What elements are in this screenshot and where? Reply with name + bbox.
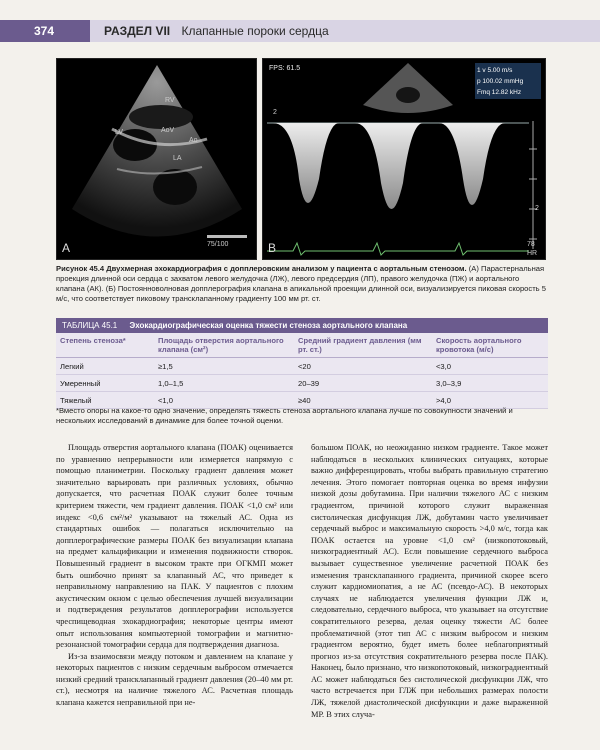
scale-label: 75/100 [207, 241, 229, 248]
echo-image-panel-a [56, 58, 257, 260]
severity-table [56, 318, 548, 409]
table-title: Эхокардиографическая оценка тяжести стеноза аортального клапана [129, 321, 408, 330]
table-row [56, 375, 548, 392]
metric-frequency: Fmq 12.82 kHz [477, 89, 522, 96]
table-title-bar [56, 318, 548, 333]
table-cell: 1,0–1,5 [154, 375, 294, 392]
caption-text: (А) Парастернальная проекция длинной оси сердца с захватом левого желудочка (ЛЖ), левого предсердия (ЛП), правого желудочка (ПЖ) и аортального клапана (АК). (Б) Постоянноволновая допплерография клапана в апикальной проекции длинной оси, визуализируется пиковая скорость 5 м/с, что соответствует пиковому трансклапанному градиенту 100 мм рт. ст. [56, 264, 546, 304]
label-la: LA [173, 155, 182, 162]
table-number: ТАБЛИЦА 45.1 [62, 321, 118, 330]
table-cell: ≥1,5 [154, 358, 294, 375]
label-lv: LV [115, 129, 124, 136]
doppler-metrics-box [477, 65, 541, 98]
scale-top-label: 2 [273, 109, 277, 116]
label-ao: Ao [189, 137, 198, 144]
panel-letter-b: B [268, 241, 277, 255]
table-header-cell: Средний градиент давления (мм рт. ст.) [294, 333, 432, 358]
table-cell: <20 [294, 358, 432, 375]
table-grid [56, 333, 548, 409]
table-header-cell: Скорость аортального кровотока (м/с) [432, 333, 548, 358]
paragraph: большом ПОАК, но неожиданно низком градиенте. Такое может наблюдаться в нескольких клинических ситуациях, которые важно дифференцировать, чтобы выбрать правильную стратегию лечения. Этого помогает повторная оценка во время инфузии низкой дозы добутамина. При наличии тяжелого АС с низким градиентом, причиной которого служит выраженная систолическая дисфункция ЛЖ, добутамин часто увеличивает сердечный выброс и максимальную скорость >4,0 м/с, тогда как ПОАК остается на уровне <1,0 см² (низкопотоковый, низкоградиентный АС). Если повышение сердечного выброса вызывает существенное увеличение расчетной ПОАК без изменения трансклапанного градиента, причиной скорее всего служит кардиомиопатия, а не АС (псевдо-АС). В некоторых случаях не наблюдается увеличения функции ЛЖ и, следовательно, сердечного выброса, что указывает на отсутствие сократительного резерва, делая оценку тяжести АС более проблематичной (этот тип АС с низким выбросом и низким градиентом вероятно, будет иметь более неблагоприятный прогноз из-за отсутствия сократительного резерва после ПАК). Наконец, было признано, что низкопотоковый, низкоградиентный АС может наблюдаться без систолической дисфункции ЛЖ, что часто встречается при ГЛЖ при небольших размерах полости ЛЖ, тяжелой диастолической дисфункции и даже выраженной МР. В этих случа- [311, 443, 548, 719]
table-cell: <3,0 [432, 358, 548, 375]
metric-velocity: 1 v 5.00 m/s [477, 67, 513, 74]
caption-title: Двухмерная эхокардиография с допплеровским анализом у пациента с аортальным стенозом. [106, 264, 467, 273]
running-header [0, 0, 600, 44]
fps-readout: FPS: 61.5 [269, 65, 301, 72]
metric-pressure: p 100.02 mmHg [477, 78, 524, 85]
table-row [56, 358, 548, 375]
doppler-image-panel-b [262, 58, 546, 260]
table-cell: Легкий [56, 358, 154, 375]
table-cell: ≥40 [294, 392, 432, 409]
table-header-row [56, 333, 548, 358]
panel-letter-a: A [62, 241, 71, 255]
caption-label: Рисунок 45.4 [56, 264, 105, 273]
section-bar [90, 20, 600, 42]
table-cell: 3,0–3,9 [432, 375, 548, 392]
table-cell: >4,0 [432, 392, 548, 409]
section-label: РАЗДЕЛ VII [104, 24, 171, 38]
figure-caption [56, 264, 548, 304]
table-cell: Умеренный [56, 375, 154, 392]
label-aov: AoV [161, 127, 175, 134]
table-footnote: *Вместо опоры на какое-то одно значение, определять тяжесть стеноза аортального клапана лучше по совокупности значений и нескольких исследований в динамике для более точной оценки. [56, 406, 513, 426]
table-cell: 20–39 [294, 375, 432, 392]
label-rv: RV [165, 97, 175, 104]
table-header-cell: Степень стеноза* [56, 333, 154, 358]
scale-side-label: 2 [535, 205, 539, 212]
hr-label: HR [527, 250, 538, 257]
body-column-right [311, 442, 548, 720]
table-cell: Тяжелый [56, 392, 154, 409]
section-title: Клапанные пороки сердца [181, 24, 329, 38]
echo-sector-graphic [57, 59, 256, 259]
paragraph: Площадь отверстия аортального клапана (ПОАК) оценивается по уравнению непрерывности или измеряется напрямую с помощью планиметрии. Поскольку градиент давления может значительно варьировать при различных условиях, обычно допускается, что расчетная ПОАК служит более точным критерием тяжести, чем градиент давления. ПОАК <1,0 см² или индекс <0,6 см²/м² указывают на тяжелый АС. Одна из стандартных ошибок — полагаться исключительно на допплерографические размеры ПОАК без визуализации клапана на предмет кальцификации и изменения подвижности створок. Повышенный градиент в высоком тракте при ОГКМП может быть ошибочно принят за клапанный АС, что приведет к неправильному направлению на ПАК. У пациентов с плохим акустическим окном с целью обеспечения лучшей визуализации и подтверждения результатов допплерографии используется чреспищеводная эхокардиография; некоторые центры имеют опыт использования компьютерной томографии и магнитно-резонансной томографии сердца для подтверждения диагноза. [56, 443, 293, 650]
scale-bottom-label: 78 [527, 241, 535, 248]
body-column-left [56, 442, 293, 709]
table-cell: <1,0 [154, 392, 294, 409]
page-number: 374 [0, 20, 90, 42]
paragraph: Из-за взаимосвязи между потоком и давлением на клапане у некоторых пациентов с низким сердечным выбросом отмечается низкий средний трансклапанный градиент давления (20–40 мм рт. ст.), несмотря на наличие тяжелого АС. Расчетная площадь клапана кажется неправильной при не- [56, 651, 293, 708]
table-header-cell: Площадь отверстия аортального клапана (см²) [154, 333, 294, 358]
